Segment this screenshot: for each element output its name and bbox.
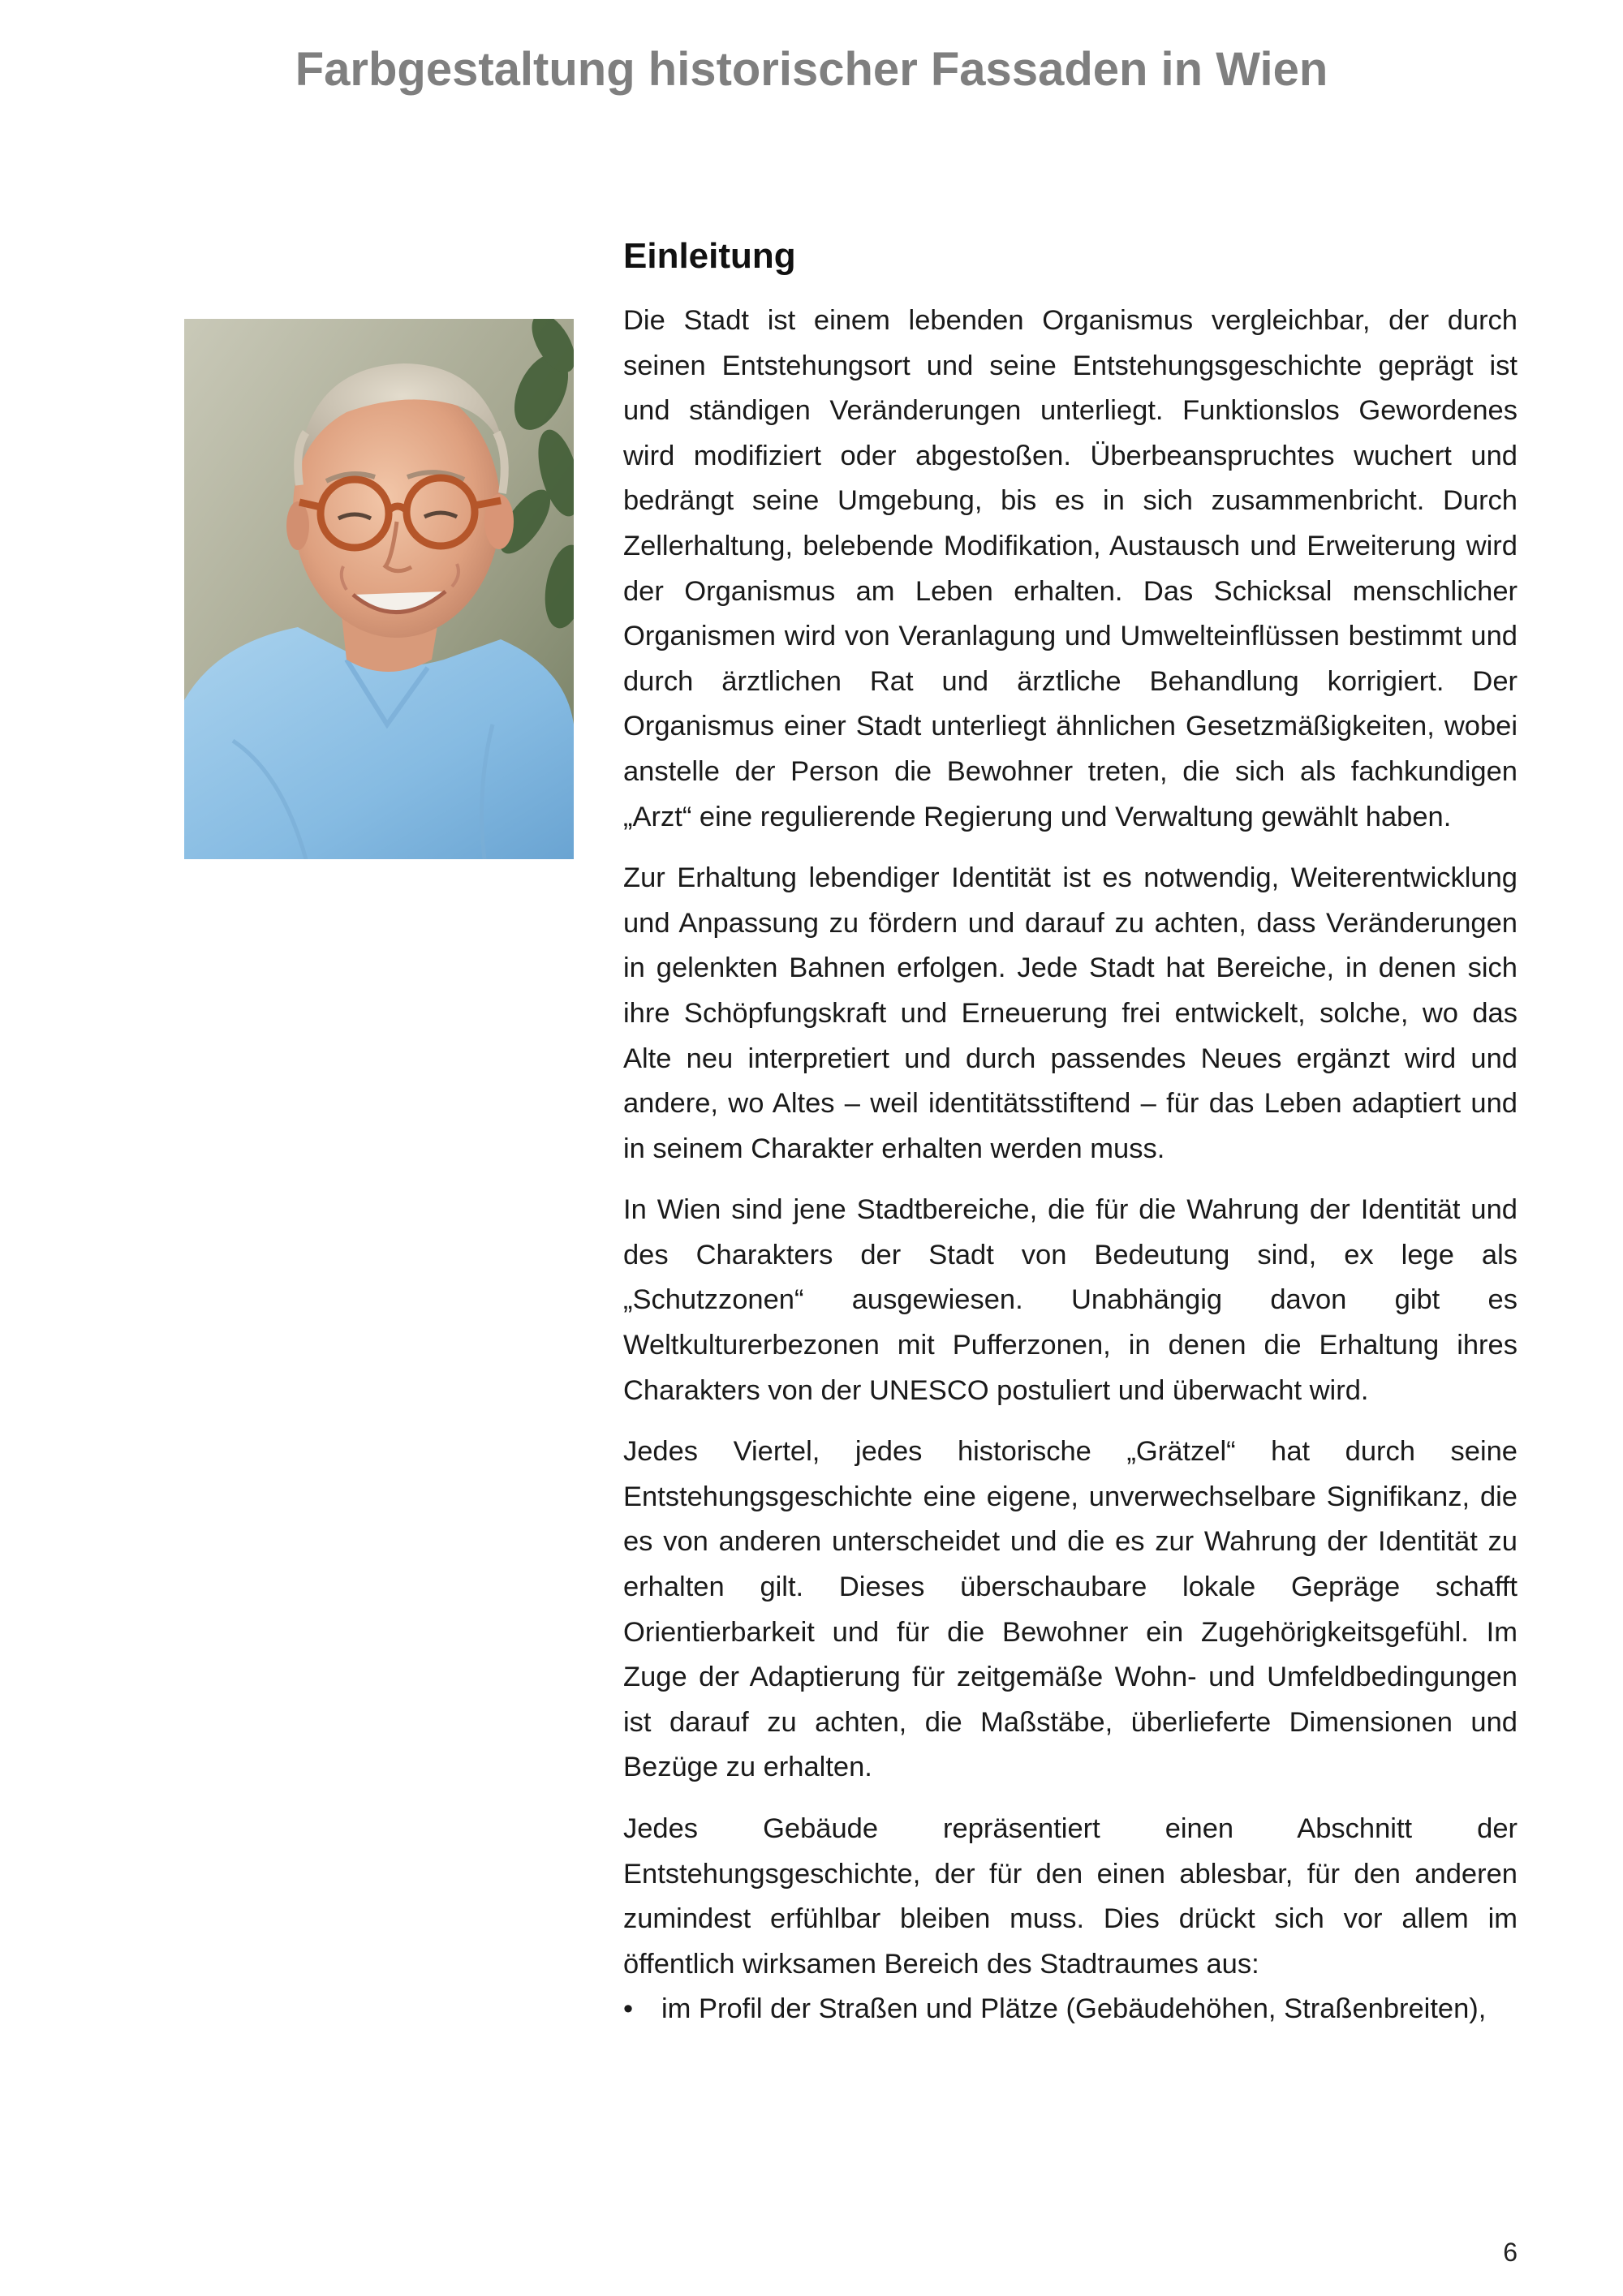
bullet-text: im Profil der Straßen und Plätze (Gebäudehöhen, Straßenbreiten), [661, 1993, 1487, 2025]
bullet-item [623, 1987, 1518, 2032]
main-content [623, 227, 1518, 2032]
section-heading: Einleitung [623, 236, 796, 276]
author-portrait [184, 319, 574, 859]
page-number: 6 [1503, 2238, 1518, 2267]
paragraph: Die Stadt ist einem lebenden Organismus vergleichbar, der durch seinen Entstehungsort und seine Entstehungsgeschichte geprägt ist und ständigen Veränderungen unterliegt. Funktionslos Gewordenes wird modifiziert oder abgestoßen. Überbeanspruchtes wuchert und bedrängt seine Umgebung, bis es in sich zusammenbricht. Durch Zellerhaltung, belebende Modifikation, Austausch und Erweiterung wird der Organismus am Leben erhalten. Das Schicksal menschlicher Organismen wird von Veranlagung und Umwelteinflüssen bestimmt und durch ärztlichen Rat und ärztliche Behandlung korrigiert. Der Organismus einer Stadt unterliegt ähnlichen Gesetzmäßigkeiten, wobei anstelle der Person die Bewohner treten, die sich als fachkundigen „Arzt“ eine regulierende Regierung und Verwaltung gewählt haben. [623, 305, 1518, 832]
paragraph: Jedes Viertel, jedes historische „Grätzel“ hat durch seine Entstehungsgeschichte eine eigene, unverwechselbare Signifikanz, die es von anderen unterscheidet und die es zur Wahrung der Identität zu erhalten gilt. Dieses überschaubare lokale Gepräge schafft Orientierbarkeit und für die Bewohner ein Zugehörigkeitsgefühl. Im Zuge der Adaptierung für zeitgemäße Wohn- und Umfeldbedingungen ist darauf zu achten, die Maßstäbe, überlieferte Dimensionen und Bezüge zu erhalten. [623, 1436, 1518, 1783]
paragraph: Zur Erhaltung lebendiger Identität ist es notwendig, Weiterentwicklung und Anpassung zu fördern und darauf zu achten, dass Veränderungen in gelenkten Bahnen erfolgen. Jede Stadt hat Bereiche, in denen sich ihre Schöpfungskraft und Erneuerung frei entwickelt, solche, wo das Alte neu interpretiert und durch passendes Neues ergänzt wird und andere, wo Altes – weil identitätsstiftend – für das Leben adaptiert und in seinem Charakter erhalten werden muss. [623, 862, 1518, 1164]
bullet-list [623, 1987, 1518, 2032]
paragraph: Jedes Gebäude repräsentiert einen Abschnitt der Entstehungsgeschichte, der für den einen ablesbar, für den anderen zumindest erfühlbar bleiben muss. Dies drückt sich vor allem im öffentlich wirksamen Bereich des Stadtraumes aus: [623, 1813, 1518, 1980]
running-title: Farbgestaltung historischer Fassaden in Wien [295, 43, 1328, 96]
paragraph: In Wien sind jene Stadtbereiche, die für die Wahrung der Identität und des Charakters der Stadt von Bedeutung sind, ex lege als „Schutzzonen“ ausgewiesen. Unabhängig davon gibt es Weltkulturerbezonen mit Pufferzonen, in denen die Erhaltung ihres Charakters von der UNESCO postuliert und überwacht wird. [623, 1194, 1518, 1406]
bullet-marker: • [623, 1993, 634, 2025]
